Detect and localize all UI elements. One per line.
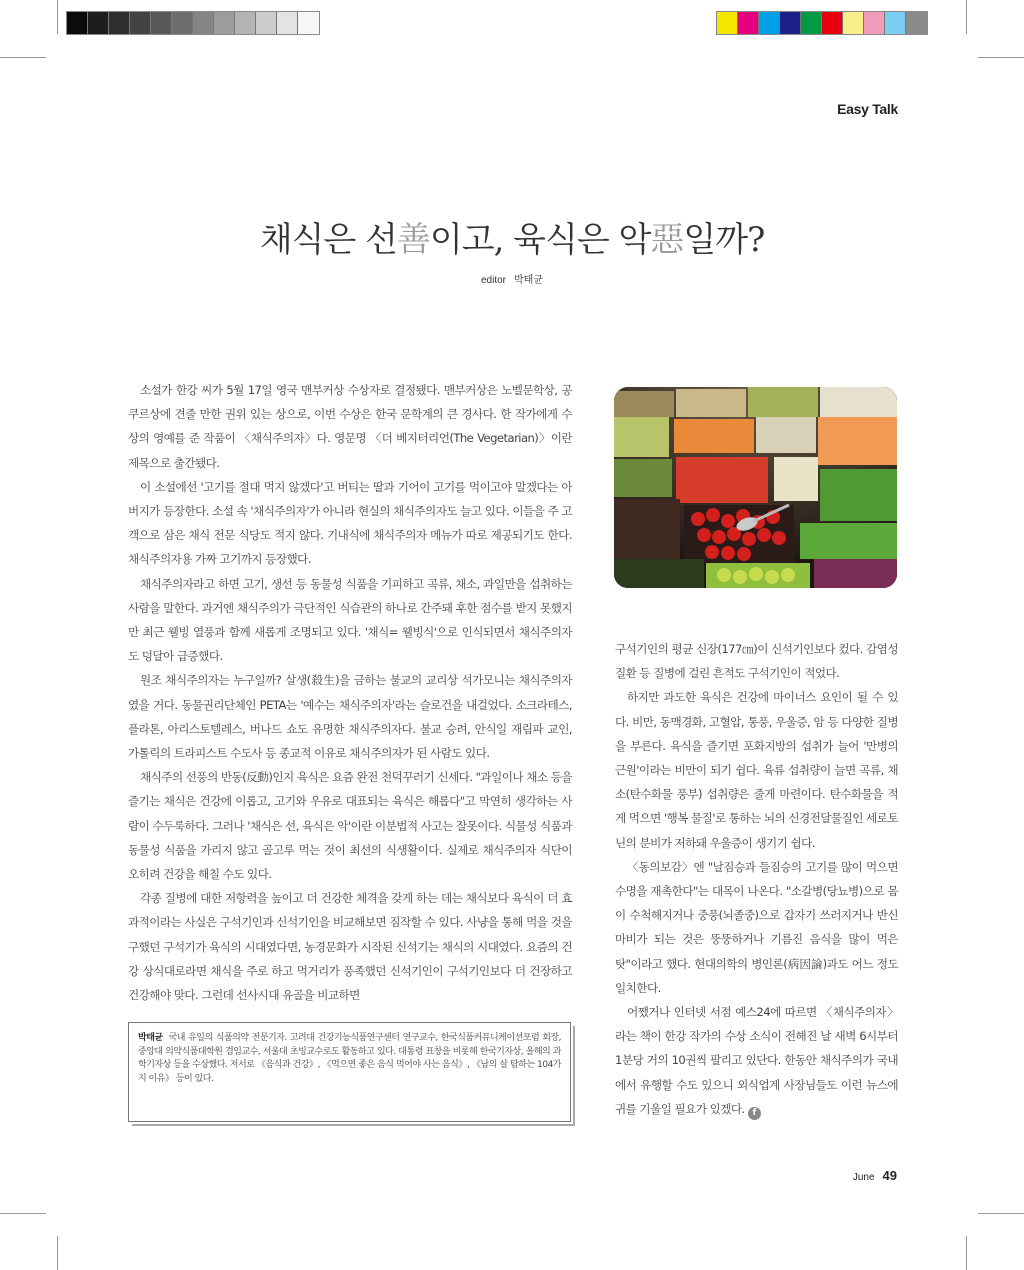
- crop-mark: [966, 1236, 967, 1270]
- crop-mark: [0, 1213, 46, 1214]
- byline-name: 박태균: [514, 275, 543, 286]
- author-bio-box: [128, 1022, 571, 1122]
- byline-role: editor: [481, 275, 507, 286]
- gray-swatch: [109, 12, 130, 34]
- gray-swatch: [256, 12, 277, 34]
- byline: [0, 271, 1024, 286]
- grayscale-registration-bar: [66, 11, 320, 35]
- gray-swatch: [172, 12, 193, 34]
- page-folio: [853, 1167, 897, 1185]
- color-swatch: [843, 12, 864, 34]
- paragraph: 채식주의자라고 하면 고기, 생선 등 동물성 식품을 기피하고 곡류, 채소, 과일만을 섭취하는 사람을 말한다. 과거엔 채식주의가 극단적인 식습관의 하나로 간주돼 후한 점수를 받지 못했지만 최근 웰빙 열풍과 함께 새롭게 조명되고 있다. '채식= 웰빙식'으로 인식되면서 채식주의자도 덩달아 급증했다.: [128, 576, 572, 664]
- title-part: 이고, 육식은 악: [429, 220, 651, 260]
- gray-swatch: [67, 12, 88, 34]
- crop-mark: [57, 0, 58, 34]
- page-number: 49: [882, 1168, 897, 1183]
- color-swatch: [885, 12, 906, 34]
- color-swatch: [780, 12, 801, 34]
- color-swatch: [864, 12, 885, 34]
- title-part: 채식은 선: [259, 220, 397, 260]
- paragraph: 구석기인의 평균 신장(177㎝)이 신석기인보다 컸다. 감염성 질환 등 질병에 걸린 흔적도 구석기인이 적었다.: [615, 642, 898, 681]
- bio-name: 박태균: [138, 1033, 163, 1043]
- title-part: 일까?: [683, 220, 765, 260]
- end-mark-icon: f: [748, 1107, 761, 1120]
- paragraph: [615, 1000, 898, 1121]
- color-swatch: [759, 12, 780, 34]
- gray-swatch: [130, 12, 151, 34]
- section-label: Easy Talk: [837, 101, 898, 117]
- color-registration-bar: [716, 11, 928, 35]
- gray-swatch: [193, 12, 214, 34]
- paragraph: 하지만 과도한 육식은 건강에 마이너스 요인이 될 수 있다. 비만, 동맥경화, 고혈압, 통풍, 우울증, 암 등 다양한 질병을 부른다. 육식을 즐기면 포화지방의 섭취가 늘어 '만병의 근원'이라는 비만이 되기 쉽다. 육류 섭취량이 늘면 곡류, 채소(탄수화물 풍부) 섭취량은 줄게 마련이다. 탄수화물을 적게 먹으면 '행복 물질'로 통하는 뇌의 신경전달물질인 세로토닌의 분비가 저하돼 우울증이 생기기 쉽다.: [615, 690, 898, 850]
- gray-swatch: [235, 12, 256, 34]
- paragraph: 〈동의보감〉엔 "날짐승과 들짐승의 고기를 많이 먹으면 수명을 재촉한다"는 대목이 나온다. "소갈병(당뇨병)으로 몸이 수척해지거나 중풍(뇌졸중)으로 갑자기 쓰러지거나 반신마비가 되는 것은 뚱뚱하거나 기름진 음식을 많이 먹은 탓"이라고 했다. 현대의학의 병인론(病因論)과도 어느 정도 일치한다.: [615, 859, 898, 995]
- article-column-left: [128, 378, 572, 1007]
- color-swatch: [801, 12, 822, 34]
- paragraph: 각종 질병에 대한 저항력을 높이고 더 건강한 체격을 갖게 하는 데는 채식보다 육식이 더 효과적이라는 사실은 구석기인과 신석기인을 비교해보면 짐작할 수 있다. 사냥을 통해 먹을 것을 구했던 구석기가 육식의 시대였다면, 농경문화가 시작된 신석기는 채식의 시대였다. 요즘의 건강 상식대로라면 채식을 주로 하고 먹거리가 풍족했던 신석기인이 구석기인보다 더 건장하고 건강해야 맞다. 그런데 선사시대 유골을 비교하면: [128, 891, 572, 1003]
- crop-mark: [966, 0, 967, 34]
- color-swatch: [738, 12, 759, 34]
- folio-month: June: [852, 1172, 875, 1183]
- paragraph: 이 소설에선 '고기를 절대 먹지 않겠다'고 버티는 딸과 기어이 고기를 먹이고야 말겠다는 아버지가 등장한다. 소설 속 '채식주의자'가 아니라 현실의 채식주의자도 늘고 있다. 이들을 주 고객으로 삼은 채식 전문 식당도 적지 않다. 기내식에 채식주의자 메뉴가 따로 제공되기도 한다. 채식주의자용 가짜 고기까지 등장했다.: [128, 479, 572, 567]
- crop-mark: [0, 57, 46, 58]
- gray-swatch: [88, 12, 109, 34]
- color-swatch: [822, 12, 843, 34]
- crop-mark: [978, 1213, 1024, 1214]
- color-swatch: [906, 12, 927, 34]
- title-hanja: 善: [396, 220, 430, 260]
- crop-mark: [57, 1236, 58, 1270]
- paragraph: 소설가 한강 씨가 5월 17일 영국 맨부커상 수상자로 결정됐다. 맨부커상은 노벨문학상, 공쿠르상에 견줄 만한 권위 있는 상으로, 이번 수상은 한국 문학계의 큰 경사다. 한 작가에게 수상의 영예를 준 작품이 〈채식주의자〉다. 영문명 〈더 베지터리언(The Vegetarian)〉이란 제목으로 출간됐다.: [128, 383, 572, 470]
- gray-swatch: [277, 12, 298, 34]
- gray-swatch: [298, 12, 319, 34]
- article-title: [0, 212, 1024, 261]
- paragraph-text: 어쨌거나 인터넷 서점 예스24에 따르면 〈채식주의자〉라는 책이 한강 작가의 수상 소식이 전해진 날 새벽 6시부터 1분당 거의 10권씩 팔리고 있단다. 한동안 채식주의가 국내에서 유행할 수도 있으니 외식업계 사장님들도 이런 뉴스에 귀를 기울일 필요가 있겠다.: [615, 1005, 898, 1116]
- bio-text: 국내 유일의 식품의약 전문기자. 고려대 건강기능식품연구센터 연구교수, 한국식품커뮤니케이션포럼 회장, 중앙대 의약식품대학원 겸임교수, 서울대 초빙교수로도 활동하고 있다. 대통령 표창을 비롯해 한국기자상, 올해의 과학기자상 등을 수상했다. 저서로 《음식과 건강》, 《먹으면 좋은 음식 먹어야 사는 음식》, 《남의 살 탐하는 104가지 이유》 등이 있다.: [138, 1033, 561, 1084]
- title-hanja: 惡: [650, 220, 684, 260]
- gray-swatch: [214, 12, 235, 34]
- article-column-right: [615, 637, 898, 1121]
- gray-swatch: [151, 12, 172, 34]
- color-swatch: [717, 12, 738, 34]
- salad-bar-illustration: [614, 387, 897, 588]
- salad-bar-photo: [614, 387, 897, 588]
- crop-mark: [978, 57, 1024, 58]
- paragraph: 채식주의 선풍의 반동(反動)인지 육식은 요즘 완전 천덕꾸러기 신세다. "과일이나 채소 등을 즐기는 채식은 건강에 이롭고, 고기와 우유로 대표되는 육식은 해롭다"고 막연히 생각하는 사람이 수두룩하다. 그러나 '채식은 선, 육식은 악'이란 이분법적 사고는 잘못이다. 식물성 식품과 동물성 식품을 가리지 않고 골고루 먹는 것이 최선의 식생활이다. 실제로 채식주의자 식단이 오히려 건강을 해칠 수도 있다.: [128, 770, 572, 882]
- paragraph: 원조 채식주의자는 누구일까? 살생(殺生)을 금하는 불교의 교리상 석가모니는 채식주의자였을 거다. 동물권리단체인 PETA는 '예수는 채식주의자'라는 슬로건을 내걸었다. 소크라테스, 플라톤, 아리스토텔레스, 버나드 쇼도 유명한 채식주의자다. 불교 승려, 안식일 재림파 교인, 가톨릭의 트라피스트 수도사 등 종교적 이유로 채식주의자가 된 사람도 있다.: [128, 673, 572, 761]
